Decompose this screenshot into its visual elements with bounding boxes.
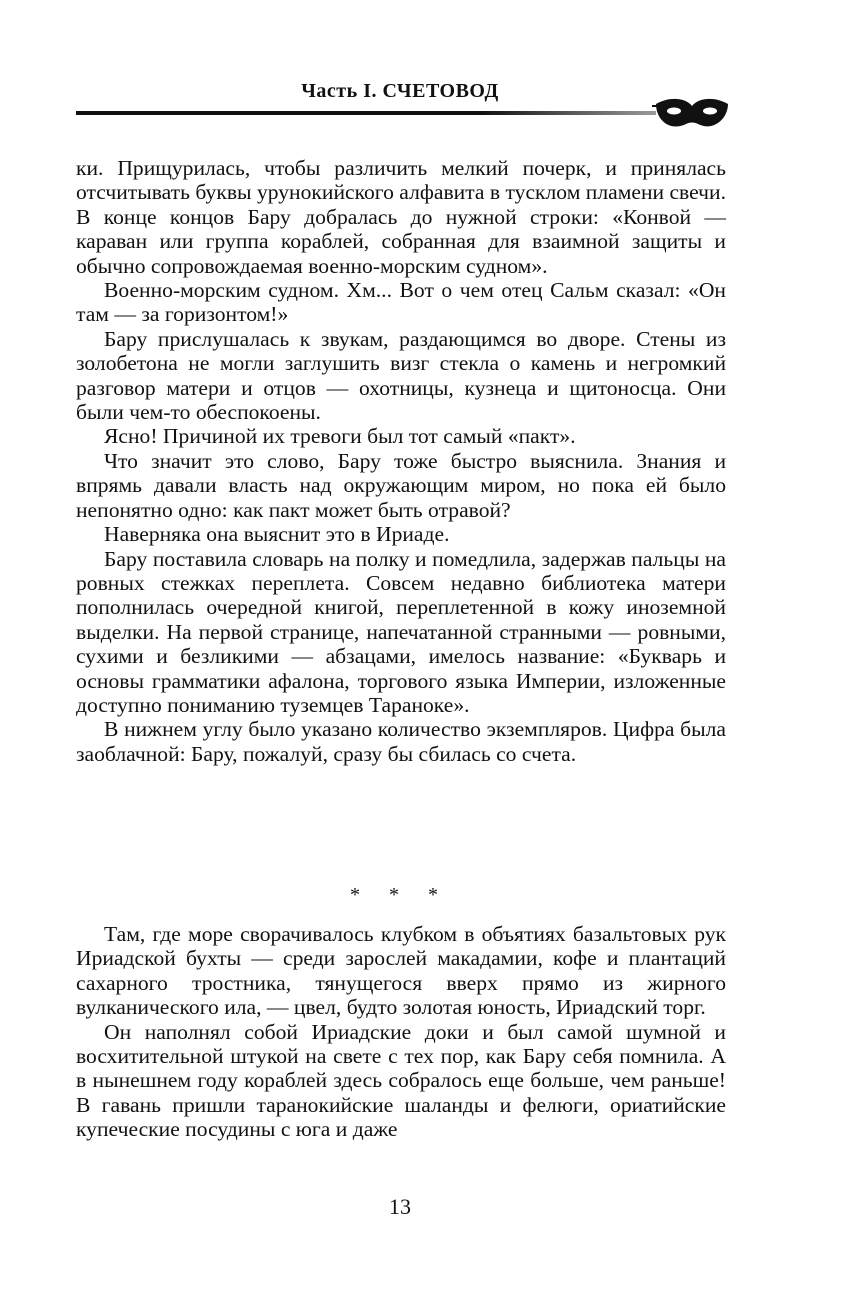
running-header-title: Часть I. СЧЕТОВОД	[301, 80, 499, 102]
section-separator: * * *	[350, 884, 450, 906]
paragraph: Наверняка она выяснит это в Ириаде.	[104, 522, 450, 547]
body-text-section-1	[76, 156, 726, 766]
paragraph: В нижнем углу было указано количество экземпляров. Цифра была заоблачной: Бару, пожалуй, сразу бы сбилась со счета.	[76, 717, 726, 766]
body-text-section-2	[76, 922, 726, 1142]
page-number: 13	[389, 1194, 411, 1219]
paragraph: Там, где море сворачивалось клубком в объятиях базальтовых рук Ириадской бухты — среди зарослей макадамии, кофе и плантаций сахарного тростника, тянущегося вверх прямо из жирного вулканического ила, — цвел, будто золотая юность, Ириадский торг.	[76, 922, 726, 1020]
paragraph: Бару поставила словарь на полку и помедлила, задержав пальцы на ровных стежках переплета. Совсем недавно библиотека матери пополнилась очередной книгой, переплетенной в кожу иноземной выделки. На первой странице, напечатанной странными — ровными, сухими и безликими — абзацами, имелось название: «Букварь и основы грамматики афалона, торгового языка Империи, изложенные доступно пониманию туземцев Тараноке».	[76, 546, 726, 717]
mask-icon	[652, 94, 730, 134]
paragraph: Он наполнял собой Ириадские доки и был самой шумной и восхитительной штукой на свете с тех пор, как Бару себя помнила. А в нынешнем году кораблей здесь собралось еще больше, чем раньше! В гавань пришли таранокийские шаланды и фелюги, ориатийские купеческие посудины с юга и даже	[76, 1019, 726, 1142]
paragraph: Бару прислушалась к звукам, раздающимся во дворе. Стены из золобетона не могли заглушить визг стекла о камень и негромкий разговор матери и отцов — охотницы, кузнеца и щитоносца. Они были чем-то обеспокоены.	[76, 326, 726, 425]
paragraph: ки. Прищурилась, чтобы различить мелкий почерк, и принялась отсчитывать буквы урунокийского алфавита в тусклом пламени свечи. В конце концов Бару добралась до нужной строки: «Конвой — караван или группа кораблей, собранная для взаимной защиты и обычно сопровождаемая военно-морским судном».	[76, 156, 726, 278]
paragraph: Ясно! Причиной их тревоги был тот самый «пакт».	[104, 424, 576, 449]
header-rule	[76, 111, 656, 115]
paragraph: Что значит это слово, Бару тоже быстро выяснила. Знания и впрямь давали власть над окружающим миром, но пока ей было непонятно одно: как пакт может быть отравой?	[76, 448, 726, 522]
paragraph: Военно-морским судном. Хм... Вот о чем отец Сальм сказал: «Он там — за горизонтом!»	[76, 278, 726, 327]
